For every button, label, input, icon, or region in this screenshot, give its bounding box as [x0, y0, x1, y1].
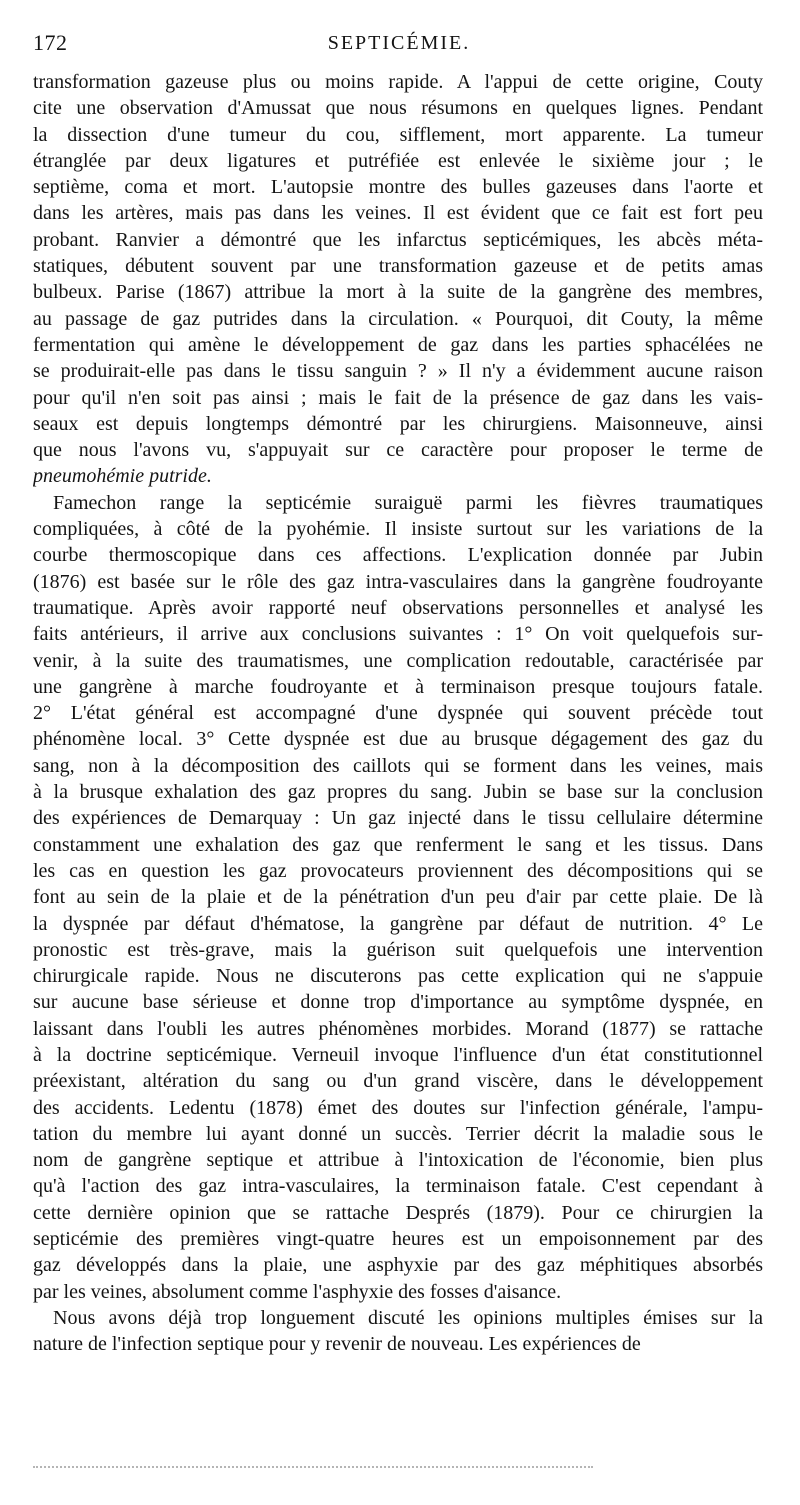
body-text: [33, 69, 763, 1358]
text-line: transformation gazeuse plus ou moins rapide. A l'appui de cette origine, Couty: [33, 71, 763, 93]
text-line: à la brusque exhalation des gaz propres du sang. Jubin se base sur la conclusion: [33, 781, 763, 804]
footer-dotted-rule: [33, 1466, 593, 1468]
text-line: étranglée par deux ligatures et putréfiée est enlevée le sixième jour ; le: [33, 149, 763, 172]
text-line: se produirait-elle pas dans le tissu sanguin ? » Il n'y a évidemment aucune raison: [33, 360, 763, 383]
italic-text-line: pneumohémie putride.: [33, 465, 212, 488]
text-line: les cas en question les gaz provocateurs proviennent des décompositions qui se: [33, 859, 763, 882]
text-line: pour qu'il n'en soit pas ainsi ; mais le fait de la présence de gaz dans les vais-: [33, 386, 763, 409]
text-line: gaz développés dans la plaie, une asphyxie par des gaz méphitiques absorbés: [33, 1254, 763, 1277]
text-line: des accidents. Ledentu (1878) émet des doutes sur l'infection générale, l'ampu-: [33, 1096, 763, 1119]
text-line: constamment une exhalation des gaz que renferment le sang et les tissus. Dans: [33, 833, 763, 856]
text-line: au passage de gaz putrides dans la circulation. « Pourquoi, dit Couty, la même: [33, 307, 763, 330]
text-line: (1876) est basée sur le rôle des gaz intra-vasculaires dans la gangrène foudroyante: [33, 570, 763, 593]
text-line: nature de l'infection septique pour y revenir de nouveau. Les expériences de: [33, 1333, 641, 1356]
text-line: venir, à la suite des traumatismes, une complication redoutable, caractérisée par: [33, 649, 763, 672]
text-line: préexistant, altération du sang ou d'un grand viscère, dans le développement: [33, 1070, 763, 1093]
text-line: pronostic est très-grave, mais la guérison suit quelquefois une intervention: [33, 938, 763, 961]
text-line: dans les artères, mais pas dans les veines. Il est évident que ce fait est fort peu: [33, 202, 763, 225]
text-line: sang, non à la décomposition des caillots qui se forment dans les veines, mais: [33, 754, 763, 777]
text-line: bulbeux. Parise (1867) attribue la mort à la suite de la gangrène des membres,: [33, 281, 763, 304]
text-line: la dyspnée par défaut d'hématose, la gangrène par défaut de nutrition. 4° Le: [33, 912, 763, 935]
text-line: probant. Ranvier a démontré que les infarctus septicémiques, les abcès méta-: [33, 228, 763, 251]
text-line: tation du membre lui ayant donné un succès. Terrier décrit la maladie sous le: [33, 1122, 763, 1145]
text-line: statiques, débutent souvent par une transformation gazeuse et de petits amas: [33, 255, 763, 278]
text-line: Famechon range la septicémie suraiguë parmi les fièvres traumatiques: [53, 491, 763, 514]
text-line: fermentation qui amène le développement de gaz dans les parties sphacélées ne: [33, 333, 763, 356]
text-line: qu'à l'action des gaz intra-vasculaires, la terminaison fatale. C'est cependant à: [33, 1175, 763, 1198]
paragraph: [33, 69, 763, 490]
text-line: sur aucune base sérieuse et donne trop d'importance au symptôme dyspnée, en: [33, 991, 763, 1014]
text-line: la dissection d'une tumeur du cou, sifflement, mort apparente. La tumeur: [33, 123, 763, 146]
text-line: traumatique. Après avoir rapporté neuf observations personnelles et analysé les: [33, 596, 763, 619]
text-line: cite une observation d'Amussat que nous résumons en quelques lignes. Pendant: [33, 97, 763, 120]
text-line: cette dernière opinion que se rattache Després (1879). Pour ce chirurgien la: [33, 1201, 763, 1224]
text-line: phénomène local. 3° Cette dyspnée est due au brusque dégagement des gaz du: [33, 728, 763, 751]
text-line: nom de gangrène septique et attribue à l'intoxication de l'économie, bien plus: [33, 1149, 763, 1172]
text-line: des expériences de Demarquay : Un gaz injecté dans le tissu cellulaire détermine: [33, 807, 763, 830]
page-header: [33, 30, 765, 60]
running-title: SEPTICÉMIE.: [327, 32, 471, 54]
text-line: courbe thermoscopique dans ces affections. L'explication donnée par Jubin: [33, 544, 763, 567]
paragraph: [33, 490, 763, 1305]
text-line: compliquées, à côté de la pyohémie. Il insiste surtout sur les variations de la: [33, 518, 763, 541]
text-line: chirurgicale rapide. Nous ne discuterons pas cette explication qui ne s'appuie: [33, 965, 763, 988]
text-line: une gangrène à marche foudroyante et à terminaison presque toujours fatale.: [33, 675, 763, 698]
text-line: Nous avons déjà trop longuement discuté les opinions multiples émises sur la: [53, 1306, 763, 1329]
paragraph: [33, 1305, 763, 1358]
text-line: font au sein de la plaie et de la pénétration d'un peu d'air par cette plaie. De là: [33, 886, 763, 909]
text-line: à la doctrine septicémique. Verneuil invoque l'influence d'un état constitutionnel: [33, 1043, 763, 1066]
page-number: 172: [33, 30, 68, 55]
text-line: par les veines, absolument comme l'asphyxie des fosses d'aisance.: [33, 1280, 562, 1303]
text-line: faits antérieurs, il arrive aux conclusions suivantes : 1° On voit quelquefois sur-: [33, 623, 763, 646]
text-line: que nous l'avons vu, s'appuyait sur ce caractère pour proposer le terme de: [33, 439, 763, 462]
text-line: septicémie des premières vingt-quatre heures est un empoisonnement par des: [33, 1228, 763, 1251]
text-line: septième, coma et mort. L'autopsie montre des bulles gazeuses dans l'aorte et: [33, 176, 763, 199]
text-line: laissant dans l'oubli les autres phénomènes morbides. Morand (1877) se rattache: [33, 1017, 763, 1040]
text-line: seaux est depuis longtemps démontré par les chirurgiens. Maisonneuve, ainsi: [33, 412, 763, 435]
text-line: 2° L'état général est accompagné d'une dyspnée qui souvent précède tout: [33, 702, 763, 725]
